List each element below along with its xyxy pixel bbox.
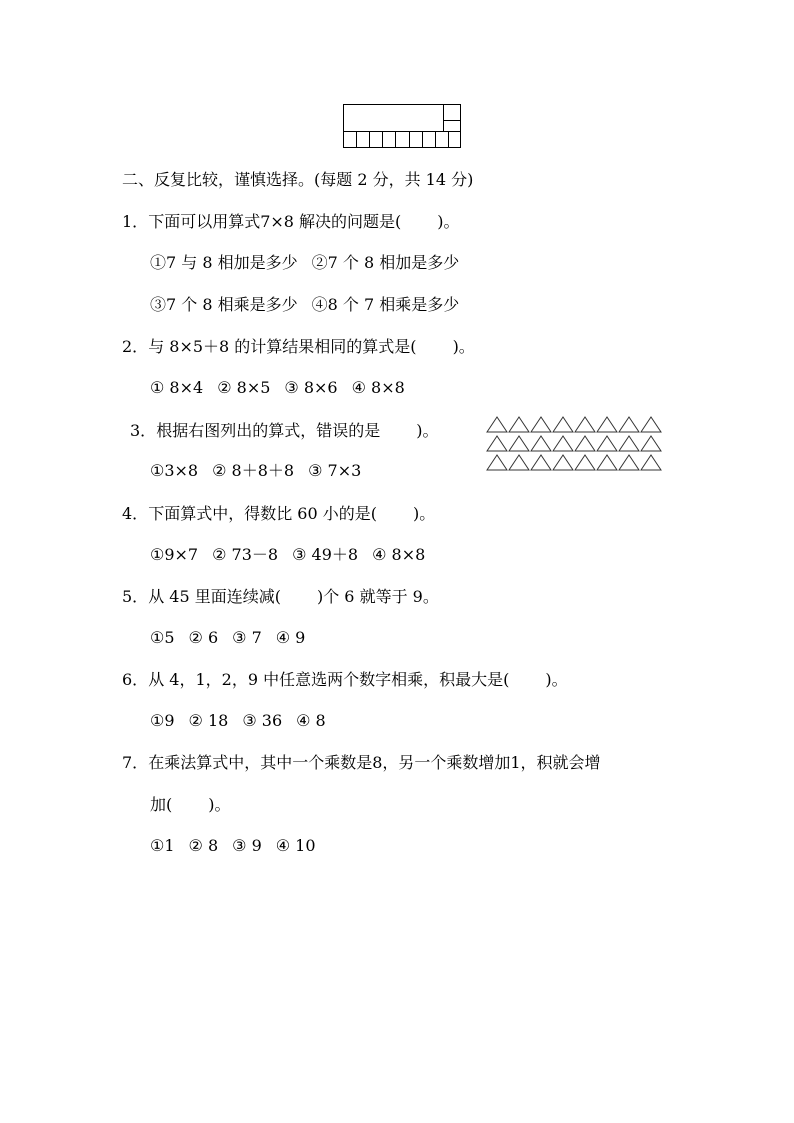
option[interactable]: ① 8×4 bbox=[150, 378, 204, 397]
option[interactable]: ③ 7×3 bbox=[308, 461, 362, 480]
question-text-end: )。 bbox=[437, 212, 460, 231]
option[interactable]: ② 73－8 bbox=[212, 545, 279, 564]
option[interactable]: ② 8 bbox=[188, 836, 219, 855]
question-2 bbox=[122, 337, 475, 357]
option[interactable]: ③ 7 bbox=[232, 628, 262, 647]
question-number: 1． bbox=[122, 212, 149, 231]
question-number: 2． bbox=[122, 337, 149, 356]
question-number: 4． bbox=[122, 504, 149, 523]
question-text-end: )。 bbox=[412, 504, 436, 523]
option[interactable]: ①9×7 bbox=[150, 545, 199, 564]
option[interactable]: ④ 10 bbox=[275, 836, 316, 855]
question-7 bbox=[122, 753, 601, 773]
triangle-shape bbox=[553, 436, 573, 451]
option[interactable]: ② 6 bbox=[188, 628, 219, 647]
question-1 bbox=[122, 212, 460, 232]
question-1-options-line-1 bbox=[150, 253, 459, 273]
triangle-figure bbox=[486, 415, 662, 473]
answer-grid-top bbox=[344, 105, 444, 132]
answer-grid-cells bbox=[344, 132, 461, 148]
question-4-options bbox=[150, 545, 425, 565]
question-5-options bbox=[150, 628, 305, 648]
triangle-shape bbox=[575, 436, 595, 451]
question-6 bbox=[122, 670, 568, 690]
option[interactable]: ①1 bbox=[150, 836, 175, 855]
option[interactable]: ④ 8×8 bbox=[351, 378, 405, 397]
option[interactable]: ①9 bbox=[150, 711, 175, 730]
option[interactable]: ③7 个 8 相乘是多少 bbox=[150, 295, 298, 314]
option[interactable]: ①5 bbox=[150, 628, 175, 647]
triangle-shape bbox=[641, 436, 661, 451]
question-4 bbox=[122, 504, 435, 524]
question-text: 下面算式中，得数比 60 小的是( bbox=[148, 504, 377, 523]
question-7-options bbox=[150, 836, 316, 856]
option[interactable]: ② 8＋8＋8 bbox=[212, 461, 295, 480]
option[interactable]: ④8 个 7 相乘是多少 bbox=[311, 295, 460, 314]
question-text-end: )。 bbox=[545, 670, 568, 689]
option[interactable]: ③ 49＋8 bbox=[292, 545, 359, 564]
triangle-shape bbox=[509, 436, 529, 451]
triangle-shape bbox=[531, 455, 551, 470]
question-text: 加( bbox=[150, 795, 173, 814]
triangle-shape bbox=[487, 436, 507, 451]
triangle-shape bbox=[619, 417, 639, 432]
question-text: 从 4，1，2，9 中任意选两个数字相乘，积最大是( bbox=[148, 670, 510, 689]
option[interactable]: ④ 8 bbox=[296, 711, 326, 730]
answer-grid-box bbox=[343, 104, 461, 148]
triangle-shape bbox=[641, 455, 661, 470]
question-text: 与 8×5＋8 的计算结果相同的算式是( bbox=[148, 337, 417, 356]
question-number: 7． bbox=[122, 753, 149, 772]
triangle-shape bbox=[619, 436, 639, 451]
option[interactable]: ②7 个 8 相加是多少 bbox=[311, 253, 460, 272]
triangle-shape bbox=[487, 455, 507, 470]
question-text-end: )。 bbox=[416, 421, 439, 440]
triangle-shape bbox=[553, 455, 573, 470]
question-number: 6． bbox=[122, 670, 149, 689]
question-number: 5． bbox=[122, 587, 149, 606]
answer-grid-side-mid bbox=[444, 121, 461, 132]
question-text-end: )。 bbox=[208, 795, 231, 814]
triangle-shape bbox=[597, 436, 617, 451]
option[interactable]: ③ 8×6 bbox=[284, 378, 338, 397]
question-2-options bbox=[150, 378, 405, 398]
triangle-shape bbox=[575, 417, 595, 432]
option[interactable]: ③ 36 bbox=[242, 711, 283, 730]
question-6-options bbox=[150, 711, 326, 731]
answer-grid-side-top bbox=[444, 105, 461, 121]
triangle-shape bbox=[597, 455, 617, 470]
triangle-shape bbox=[531, 436, 551, 451]
question-number: 3． bbox=[130, 421, 157, 440]
option[interactable]: ③ 9 bbox=[232, 836, 262, 855]
question-3-options bbox=[150, 461, 361, 481]
triangle-shape bbox=[575, 455, 595, 470]
section-title: 二、反复比较，谨慎选择。(每题 2 分，共 14 分) bbox=[122, 170, 474, 189]
question-5 bbox=[122, 587, 439, 607]
option[interactable]: ④ 9 bbox=[275, 628, 306, 647]
option[interactable]: ② 8×5 bbox=[217, 378, 271, 397]
option[interactable]: ①7 与 8 相加是多少 bbox=[150, 253, 298, 272]
triangle-shape bbox=[553, 417, 573, 432]
option[interactable]: ② 18 bbox=[188, 711, 229, 730]
triangle-shape bbox=[641, 417, 661, 432]
question-1-options-line-2 bbox=[150, 295, 459, 315]
question-text-end: )个 6 就等于 9。 bbox=[316, 587, 439, 606]
triangle-shape bbox=[509, 417, 529, 432]
option[interactable]: ④ 8×8 bbox=[372, 545, 426, 564]
triangle-shape bbox=[487, 417, 507, 432]
triangle-shape bbox=[531, 417, 551, 432]
triangle-shape bbox=[509, 455, 529, 470]
question-text: 从 45 里面连续减( bbox=[148, 587, 281, 606]
question-text-end: )。 bbox=[452, 337, 475, 356]
triangle-shape bbox=[597, 417, 617, 432]
option[interactable]: ①3×8 bbox=[150, 461, 199, 480]
question-text: 在乘法算式中，其中一个乘数是8，另一个乘数增加1，积就会增 bbox=[148, 753, 601, 772]
question-text: 根据右图列出的算式，错误的是 bbox=[156, 421, 381, 440]
triangle-shape bbox=[619, 455, 639, 470]
question-3 bbox=[130, 421, 438, 441]
question-7-continuation bbox=[150, 795, 231, 815]
question-text: 下面可以用算式7×8 解决的问题是( bbox=[148, 212, 402, 231]
